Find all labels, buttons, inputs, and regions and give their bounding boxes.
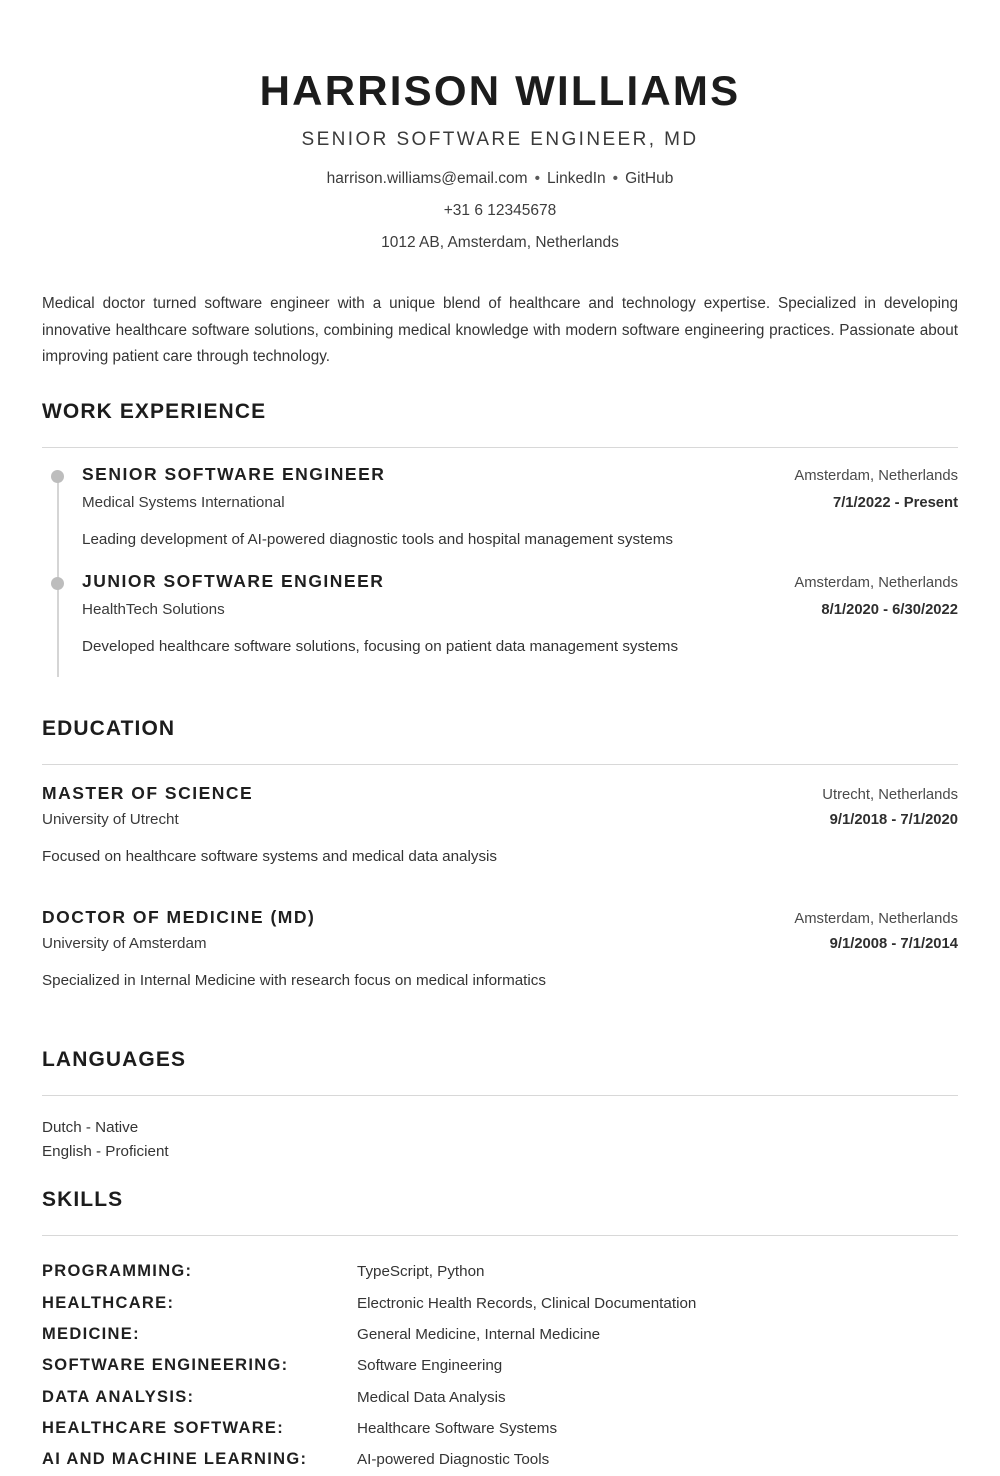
postal-address: 1012 AB, Amsterdam, Netherlands xyxy=(381,234,619,252)
skill-category-value: Software Engineering xyxy=(357,1357,503,1375)
institution-name: University of Amsterdam xyxy=(42,935,207,953)
job-dates: 7/1/2022 - Present xyxy=(832,495,958,512)
work-entry-header xyxy=(82,464,958,485)
table-row xyxy=(42,1382,958,1413)
work-entry-subheader xyxy=(82,494,958,511)
skill-category-value: Electronic Health Records, Clinical Documentation xyxy=(357,1294,697,1312)
work-experience-timeline xyxy=(42,464,958,677)
skill-category-value: Healthcare Software Systems xyxy=(357,1419,558,1437)
section-divider-work xyxy=(42,447,958,448)
professional-headline: SENIOR SOFTWARE ENGINEER, MD xyxy=(301,129,699,151)
education-dates: 9/1/2008 - 7/1/2014 xyxy=(829,936,958,953)
skill-category-label: PROGRAMMING: xyxy=(42,1262,193,1281)
work-entry-header xyxy=(82,571,958,592)
education-list xyxy=(42,783,958,1006)
job-title: JUNIOR SOFTWARE ENGINEER xyxy=(82,570,385,591)
phone-number: +31 6 12345678 xyxy=(443,202,557,220)
education-entry-header xyxy=(42,783,958,804)
job-location: Amsterdam, Netherlands xyxy=(794,468,958,485)
page-title: HARRISON WILLIAMS xyxy=(259,67,741,114)
skill-category-label: HEALTHCARE: xyxy=(42,1293,175,1312)
job-dates: 8/1/2020 - 6/30/2022 xyxy=(821,601,958,618)
table-row xyxy=(42,1319,958,1350)
employer-name: Medical Systems International xyxy=(82,494,285,512)
section-heading-languages: LANGUAGES xyxy=(42,1047,187,1071)
education-location: Utrecht, Netherlands xyxy=(822,786,958,803)
education-description: Specialized in Internal Medicine with research focus on medical informatics xyxy=(42,972,546,990)
resume-header xyxy=(42,0,958,255)
contact-separator-1: • xyxy=(534,170,541,188)
timeline-dot-icon xyxy=(51,577,64,590)
section-education xyxy=(42,717,958,1006)
professional-summary: Medical doctor turned software engineer with a unique blend of healthcare and technology expertise. Specialized in developing innovative healthcare software solutions, combining medical knowledge with modern software engineering practices. Passionate about improving patient care through technology. xyxy=(42,295,958,365)
education-entry-header xyxy=(42,907,958,928)
education-entry xyxy=(42,907,958,1005)
list-item: Dutch - Native xyxy=(42,1118,139,1136)
section-languages xyxy=(42,1048,958,1165)
section-divider-skills xyxy=(42,1235,958,1236)
skill-category-label: HEALTHCARE SOFTWARE: xyxy=(42,1418,285,1437)
skill-category-value: General Medicine, Internal Medicine xyxy=(357,1325,601,1343)
contact-separator-2: • xyxy=(612,170,619,188)
education-dates: 9/1/2018 - 7/1/2020 xyxy=(829,811,958,828)
job-title: SENIOR SOFTWARE ENGINEER xyxy=(82,464,386,485)
education-entry-subheader xyxy=(42,935,958,952)
timeline-dot-icon xyxy=(51,470,64,483)
contact-links-line xyxy=(42,167,958,191)
skill-category-value: TypeScript, Python xyxy=(357,1263,485,1281)
education-entry-subheader xyxy=(42,811,958,828)
table-row xyxy=(42,1288,958,1319)
education-location: Amsterdam, Netherlands xyxy=(794,911,958,928)
section-heading-work-experience: WORK EXPERIENCE xyxy=(42,400,267,424)
degree-title: MASTER OF SCIENCE xyxy=(42,782,254,803)
language-list xyxy=(42,1116,958,1165)
table-row xyxy=(42,1350,958,1381)
work-entry xyxy=(82,464,958,570)
section-skills xyxy=(42,1188,958,1475)
table-row xyxy=(42,1256,958,1287)
work-entry xyxy=(82,571,958,677)
section-divider-languages xyxy=(42,1095,958,1096)
skill-category-value: Medical Data Analysis xyxy=(357,1388,506,1406)
section-heading-skills: SKILLS xyxy=(42,1188,124,1212)
job-description: Leading development of AI-powered diagnostic tools and hospital management systems xyxy=(82,531,673,549)
table-row xyxy=(42,1444,958,1475)
skill-category-label: DATA ANALYSIS: xyxy=(42,1387,195,1406)
skill-category-label: SOFTWARE ENGINEERING: xyxy=(42,1356,289,1375)
education-entry xyxy=(42,783,958,881)
job-location: Amsterdam, Netherlands xyxy=(794,574,958,591)
linkedin-link[interactable]: LinkedIn xyxy=(547,170,606,188)
section-divider-education xyxy=(42,764,958,765)
skills-table xyxy=(42,1256,958,1475)
institution-name: University of Utrecht xyxy=(42,810,179,828)
job-description: Developed healthcare software solutions, focusing on patient data management systems xyxy=(82,637,679,655)
education-description: Focused on healthcare software systems and medical data analysis xyxy=(42,847,498,865)
github-link[interactable]: GitHub xyxy=(625,170,674,188)
skill-category-label: AI AND MACHINE LEARNING: xyxy=(42,1450,308,1469)
degree-title: DOCTOR OF MEDICINE (MD) xyxy=(42,907,316,928)
email-link[interactable]: harrison.williams@email.com xyxy=(326,170,528,188)
skill-category-value: AI-powered Diagnostic Tools xyxy=(357,1451,550,1469)
skill-category-label: MEDICINE: xyxy=(42,1324,140,1343)
section-work-experience xyxy=(42,400,958,677)
list-item: English - Proficient xyxy=(42,1142,169,1160)
work-entry-subheader xyxy=(82,601,958,618)
table-row xyxy=(42,1413,958,1444)
section-heading-education: EDUCATION xyxy=(42,716,176,740)
employer-name: HealthTech Solutions xyxy=(82,600,225,618)
